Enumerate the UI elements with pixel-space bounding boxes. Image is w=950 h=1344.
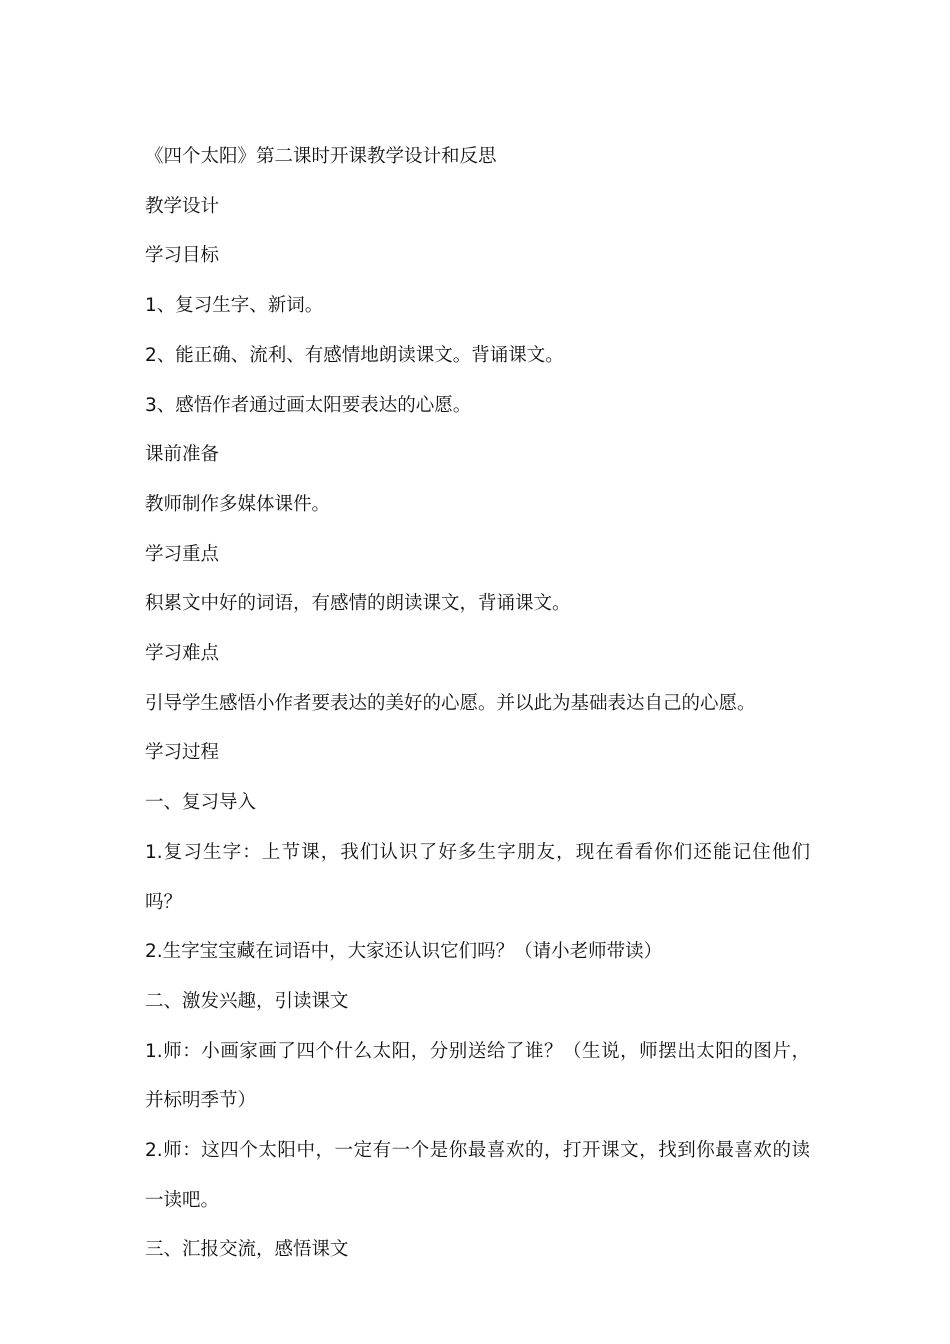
step1-item-2: 2.生字宝宝藏在词语中，大家还认识它们吗？（请小老师带读） bbox=[145, 941, 663, 963]
heading-difficulties: 学习难点 bbox=[145, 643, 220, 665]
preparation-text: 教师制作多媒体课件。 bbox=[145, 493, 331, 515]
heading-process: 学习过程 bbox=[145, 742, 220, 764]
heading-preparation: 课前准备 bbox=[145, 444, 220, 466]
key-points-text: 积累文中好的词语，有感情的朗读课文，背诵课文。 bbox=[145, 593, 571, 615]
step2-heading: 二、激发兴趣，引读课文 bbox=[145, 990, 349, 1012]
heading-key-points: 学习重点 bbox=[145, 543, 220, 565]
step2-item-2: 2.师：这四个太阳中，一定有一个是你最喜欢的，打开课文，找到你最喜欢的读一读吧。 bbox=[145, 1140, 810, 1211]
document-title: 《四个太阳》第二课时开课教学设计和反思 bbox=[145, 146, 497, 167]
step1-item-1: 1.复习生字：上节课，我们认识了好多生字朋友，现在看看你们还能记住他们吗？ bbox=[145, 841, 810, 913]
step2-item-1: 1.师：小画家画了四个什么太阳，分别送给了谁？（生说，师摆出太阳的图片，并标明季节） bbox=[145, 1040, 810, 1112]
document-body bbox=[145, 132, 810, 1275]
section-heading-design: 教学设计 bbox=[145, 195, 220, 217]
step1-heading: 一、复习导入 bbox=[145, 792, 257, 814]
objective-item-1: 1、复习生字、新词。 bbox=[145, 295, 324, 317]
difficulties-text: 引导学生感悟小作者要表达的美好的心愿。并以此为基础表达自己的心愿。 bbox=[145, 692, 756, 714]
objective-item-3: 3、感悟作者通过画太阳要表达的心愿。 bbox=[145, 394, 472, 416]
objective-item-2: 2、能正确、流利、有感情地朗读课文。背诵课文。 bbox=[145, 344, 564, 366]
heading-objectives: 学习目标 bbox=[145, 245, 220, 267]
step3-heading: 三、汇报交流，感悟课文 bbox=[145, 1239, 349, 1261]
